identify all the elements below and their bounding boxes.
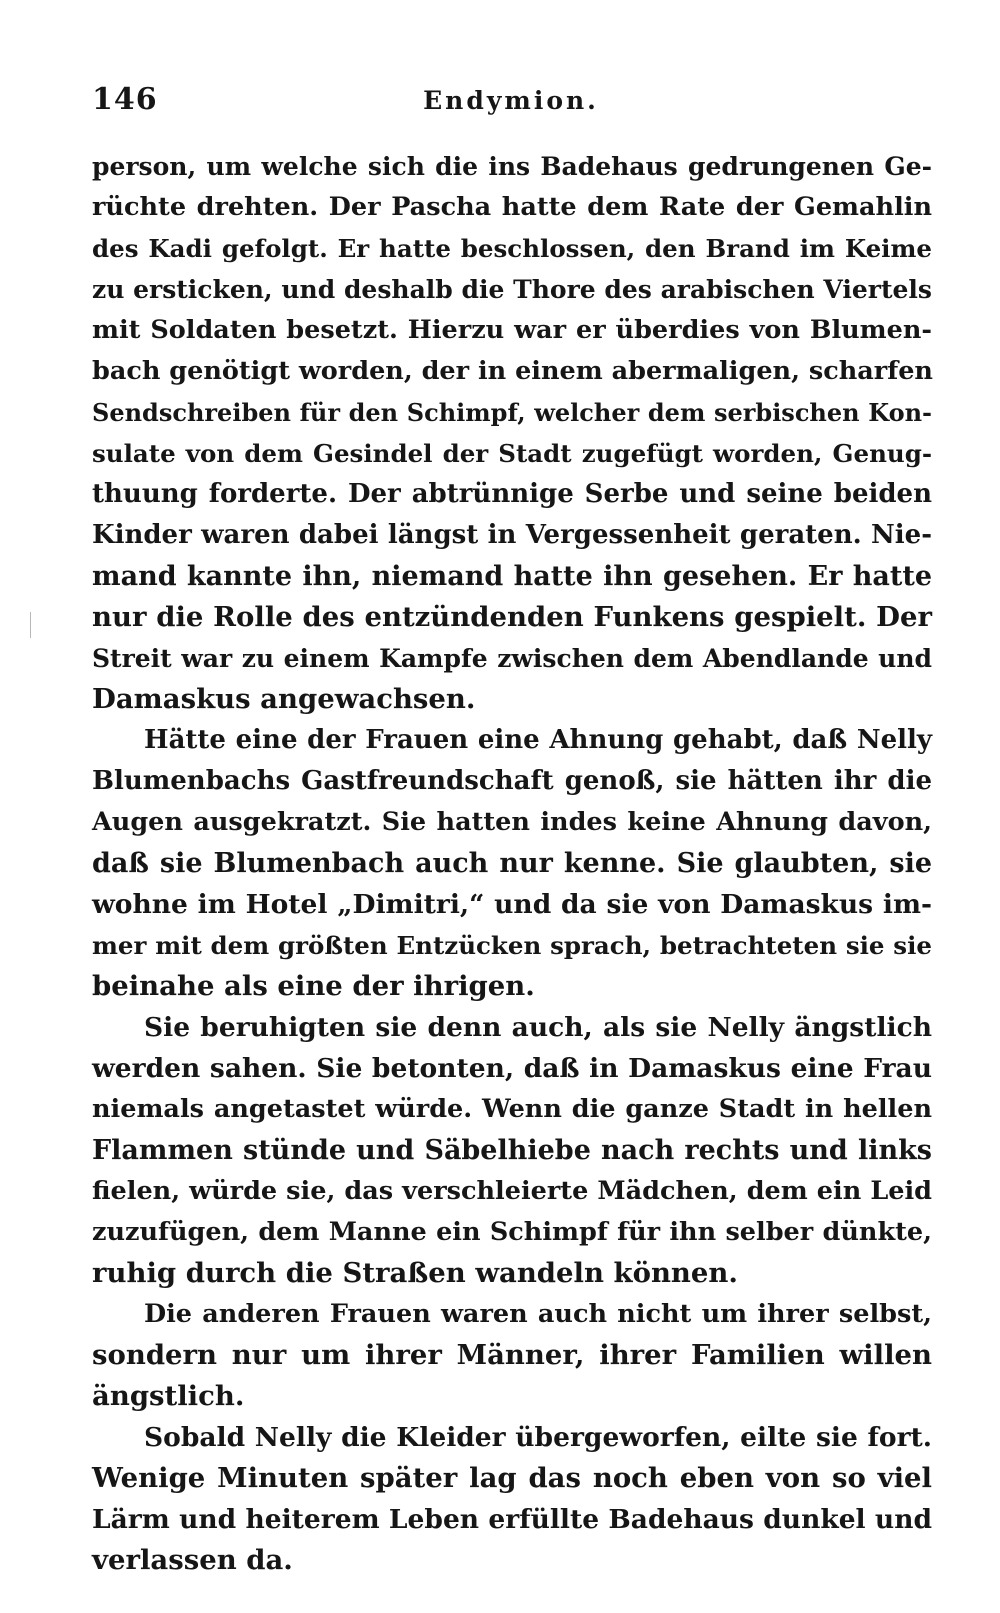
text-line: werden sahen. Sie betonten, daß in Damaskus eine Frau <box>92 1053 932 1084</box>
text-line: bach genötigt worden, der in einem abermaligen, scharfen <box>92 356 933 386</box>
text-line: Augen ausgekratzt. Sie hatten indes keine Ahnung davon, <box>92 807 932 837</box>
text-line: beinahe als eine der ihrigen. <box>92 970 535 1002</box>
text-line: Flammen stünde und Säbelhiebe nach rechts und links <box>92 1135 932 1166</box>
page-number: 146 <box>92 82 158 117</box>
text-line: daß sie Blumenbach auch nur kenne. Sie glaubten, sie <box>92 848 932 879</box>
text-line: sulate von dem Gesindel der Stadt zugefügt worden, Genug- <box>92 439 932 468</box>
body-text <box>92 146 932 1581</box>
text-line: des Kadi gefolgt. Er hatte beschlossen, den Brand im Keime <box>92 234 932 263</box>
text-line: person, um welche sich die ins Badehaus gedrungenen Ge- <box>92 152 932 181</box>
text-line: Sendschreiben für den Schimpf, welcher dem serbischen Kon- <box>92 398 932 427</box>
text-line: ruhig durch die Straßen wandeln können. <box>92 1257 738 1289</box>
text-line: mer mit dem größten Entzücken sprach, betrachteten sie sie <box>92 931 932 960</box>
text-line: zuzufügen, dem Manne ein Schimpf für ihn selber dünkte, <box>92 1217 932 1247</box>
text-line: mit Soldaten besetzt. Hierzu war er überdies von Blumen- <box>92 315 932 345</box>
text-line: Streit war zu einem Kampfe zwischen dem Abendlande und <box>92 644 932 673</box>
text-line: ängstlich. <box>92 1380 245 1412</box>
text-line: mand kannte ihn, niemand hatte ihn gesehen. Er hatte <box>92 561 932 592</box>
text-line: Hätte eine der Frauen eine Ahnung gehabt, daß Nelly <box>144 725 932 755</box>
text-line: Wenige Minuten später lag das noch eben von so viel <box>92 1462 932 1494</box>
text-line: Blumenbachs Gastfreundschaft genoß, sie hätten ihr die <box>92 766 932 796</box>
text-line: Sie beruhigten sie denn auch, als sie Nelly ängstlich <box>144 1012 932 1043</box>
running-title: Endymion. <box>423 86 599 115</box>
text-line: nur die Rolle des entzündenden Funkens gespielt. Der <box>92 601 932 633</box>
text-line: thuung forderte. Der abtrünnige Serbe und seine beiden <box>92 479 932 509</box>
text-line: sondern nur um ihrer Männer, ihrer Familien willen <box>92 1339 932 1371</box>
text-line: Die anderen Frauen waren auch nicht um ihrer selbst, <box>144 1299 932 1329</box>
text-line: Lärm und heiterem Leben erfüllte Badehaus dunkel und <box>92 1504 932 1535</box>
text-line: Sobald Nelly die Kleider übergeworfen, eilte sie fort. <box>144 1422 932 1453</box>
text-line: niemals angetastet würde. Wenn die ganze Stadt in hellen <box>92 1094 932 1124</box>
text-line: wohne im Hotel „Dimitri,“ und da sie von Damaskus im- <box>92 889 932 920</box>
text-line: verlassen da. <box>92 1544 293 1576</box>
text-line: rüchte drehten. Der Pascha hatte dem Rate der Gemahlin <box>92 192 932 222</box>
text-line: Damaskus angewachsen. <box>92 683 476 715</box>
text-line: fielen, würde sie, das verschleierte Mädchen, dem ein Leid <box>92 1176 932 1206</box>
text-line: zu ersticken, und deshalb die Thore des arabischen Viertels <box>92 275 932 304</box>
text-line: Kinder waren dabei längst in Vergessenheit geraten. Nie- <box>92 520 932 550</box>
running-head <box>92 82 930 122</box>
margin-mark <box>30 612 34 638</box>
